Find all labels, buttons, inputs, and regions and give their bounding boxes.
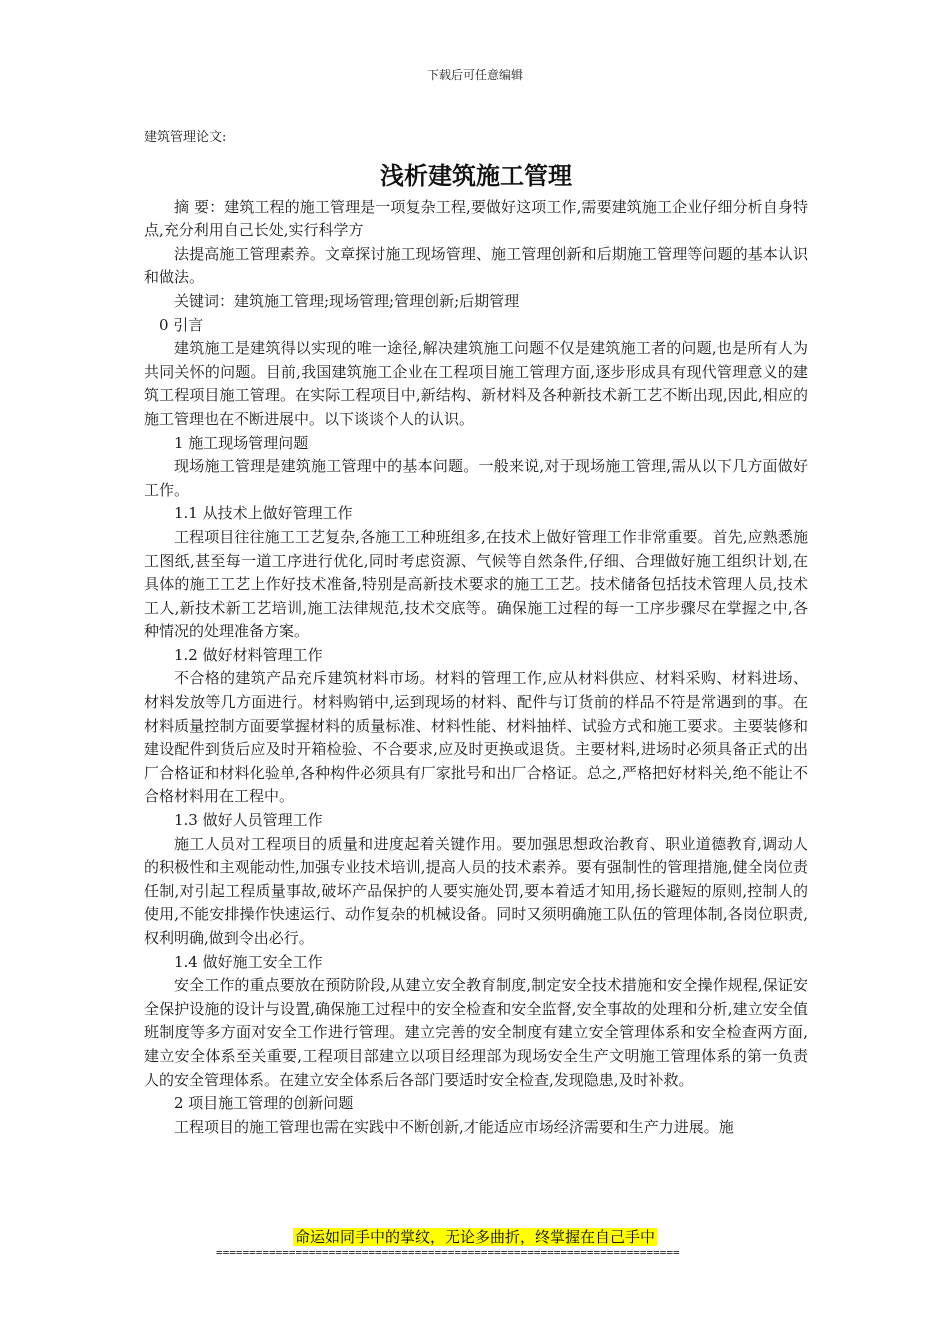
keywords-line: 关键词：建筑施工管理;现场管理;管理创新;后期管理 [174, 291, 520, 310]
footer-rule: ====================================================================== [216, 1246, 680, 1259]
section-heading-2: 2 项目施工管理的创新问题 [174, 1094, 354, 1113]
body-paragraph: 建筑施工是建筑得以实现的唯一途径,解决建筑施工问题不仅是建筑施工者的问题,也是所有人为共同关怀的问题。目前,我国建筑施工企业在工程项目施工管理方面,逐步形成具有现代管理意义的建筑工程项目施工管理。在实际工程项目中,新结构、新材料及各种新技术新工艺不断出现,因此,相应的施工管理也在不断进展中。以下谈谈个人的认识。 [144, 339, 808, 428]
subsection-heading-1-1: 1.1 从技术上做好管理工作 [174, 504, 353, 523]
abstract-paragraph-continued: 法提高施工管理素养。文章探讨施工现场管理、施工管理创新和后期施工管理等问题的基本认识和做法。 [144, 244, 808, 287]
body-paragraph: 现场施工管理是建筑施工管理中的基本问题。一般来说,对于现场施工管理,需从以下几方面做好工作。 [144, 457, 808, 499]
article-category: 建筑管理论文: [144, 130, 227, 145]
article-title: 浅析建筑施工管理 [380, 161, 572, 190]
footer-motto-text: 命运如同手中的掌纹，无论多曲折，终掌握在自己手中 [294, 1228, 655, 1246]
page-header-note: 下载后可任意编辑 [426, 68, 523, 82]
body-paragraph: 施工人员对工程项目的质量和进度起着关键作用。要加强思想政治教育、职业道德教育,调动人的积极性和主观能动性,加强专业技术培训,提高人员的技术素养。要有强制性的管理措施,健全岗位责任制,对引起工程质量事故,破坏产品保护的人要实施处罚,要本着适才知用,扬长避短的原则,控制人的使用,不能安排操作快速运行、动作复杂的机械设备。同时又须明确施工队伍的管理体制,各岗位职责,权利明确,做到令出必行。 [144, 834, 808, 947]
section-heading-1: 1 施工现场管理问题 [174, 433, 309, 452]
subsection-heading-1-4: 1.4 做好施工安全工作 [174, 952, 323, 971]
subsection-heading-1-2: 1.2 做好材料管理工作 [174, 645, 323, 664]
body-paragraph: 工程项目的施工管理也需在实践中不断创新,才能适应市场经济需要和生产力进展。施 [174, 1117, 734, 1136]
body-paragraph: 安全工作的重点要放在预防阶段,从建立安全教育制度,制定安全技术措施和安全操作规程,保证安全保护设施的设计与设置,确保施工过程中的安全检查和安全监督,安全事故的处理和分析,建立安全值班制度等多方面对安全工作进行管理。建立完善的安全制度有建立安全管理体系和安全检查两方面,建立安全体系至关重要,工程项目部建立以项目经理部为现场安全生产文明施工管理体系的第一负责人的安全管理体系。在建立安全体系后各部门要适时安全检查,发现隐患,及时补救。 [144, 976, 808, 1089]
body-paragraph: 工程项目往往施工工艺复杂,各施工工种班组多,在技术上做好管理工作非常重要。首先,应熟悉施工图纸,甚至每一道工序进行优化,同时考虑资源、气候等自然条件,仔细、合理做好施工组织计划,在具体的施工工艺上作好技术准备,特别是高新技术要求的施工工艺。技术储备包括技术管理人员,技术工人,新技术新工艺培训,施工法律规范,技术交底等。确保施工过程的每一工序步骤尽在掌握之中,各种情况的处理准备方案。 [144, 527, 808, 641]
article-body [144, 126, 808, 1139]
body-paragraph: 不合格的建筑产品充斥建筑材料市场。材料的管理工作,应从材料供应、材料采购、材料进场、材料发放等几方面进行。材料购销中,运到现场的材料、配件与订货前的样品不符是常遇到的事。在材料质量控制方面要掌握材料的质量标准、材料性能、材料抽样、试验方式和施工要求。主要装修和建设配件到货后应及时开箱检验、不合要求,应及时更换或退货。主要材料,进场时必须具备正式的出厂合格证和材料化验单,各种构件必须具有厂家批号和出厂合格证。总之,严格把好材料关,绝不能让不合格材料用在工程中。 [144, 669, 808, 806]
abstract-paragraph: 摘 要：建筑工程的施工管理是一项复杂工程,要做好这项工作,需要建筑施工企业仔细分析自身特点,充分利用自己长处,实行科学方 [144, 197, 808, 240]
footer-motto [0, 1226, 950, 1248]
section-heading-intro: 0 引言 [159, 315, 204, 334]
subsection-heading-1-3: 1.3 做好人员管理工作 [174, 811, 323, 830]
